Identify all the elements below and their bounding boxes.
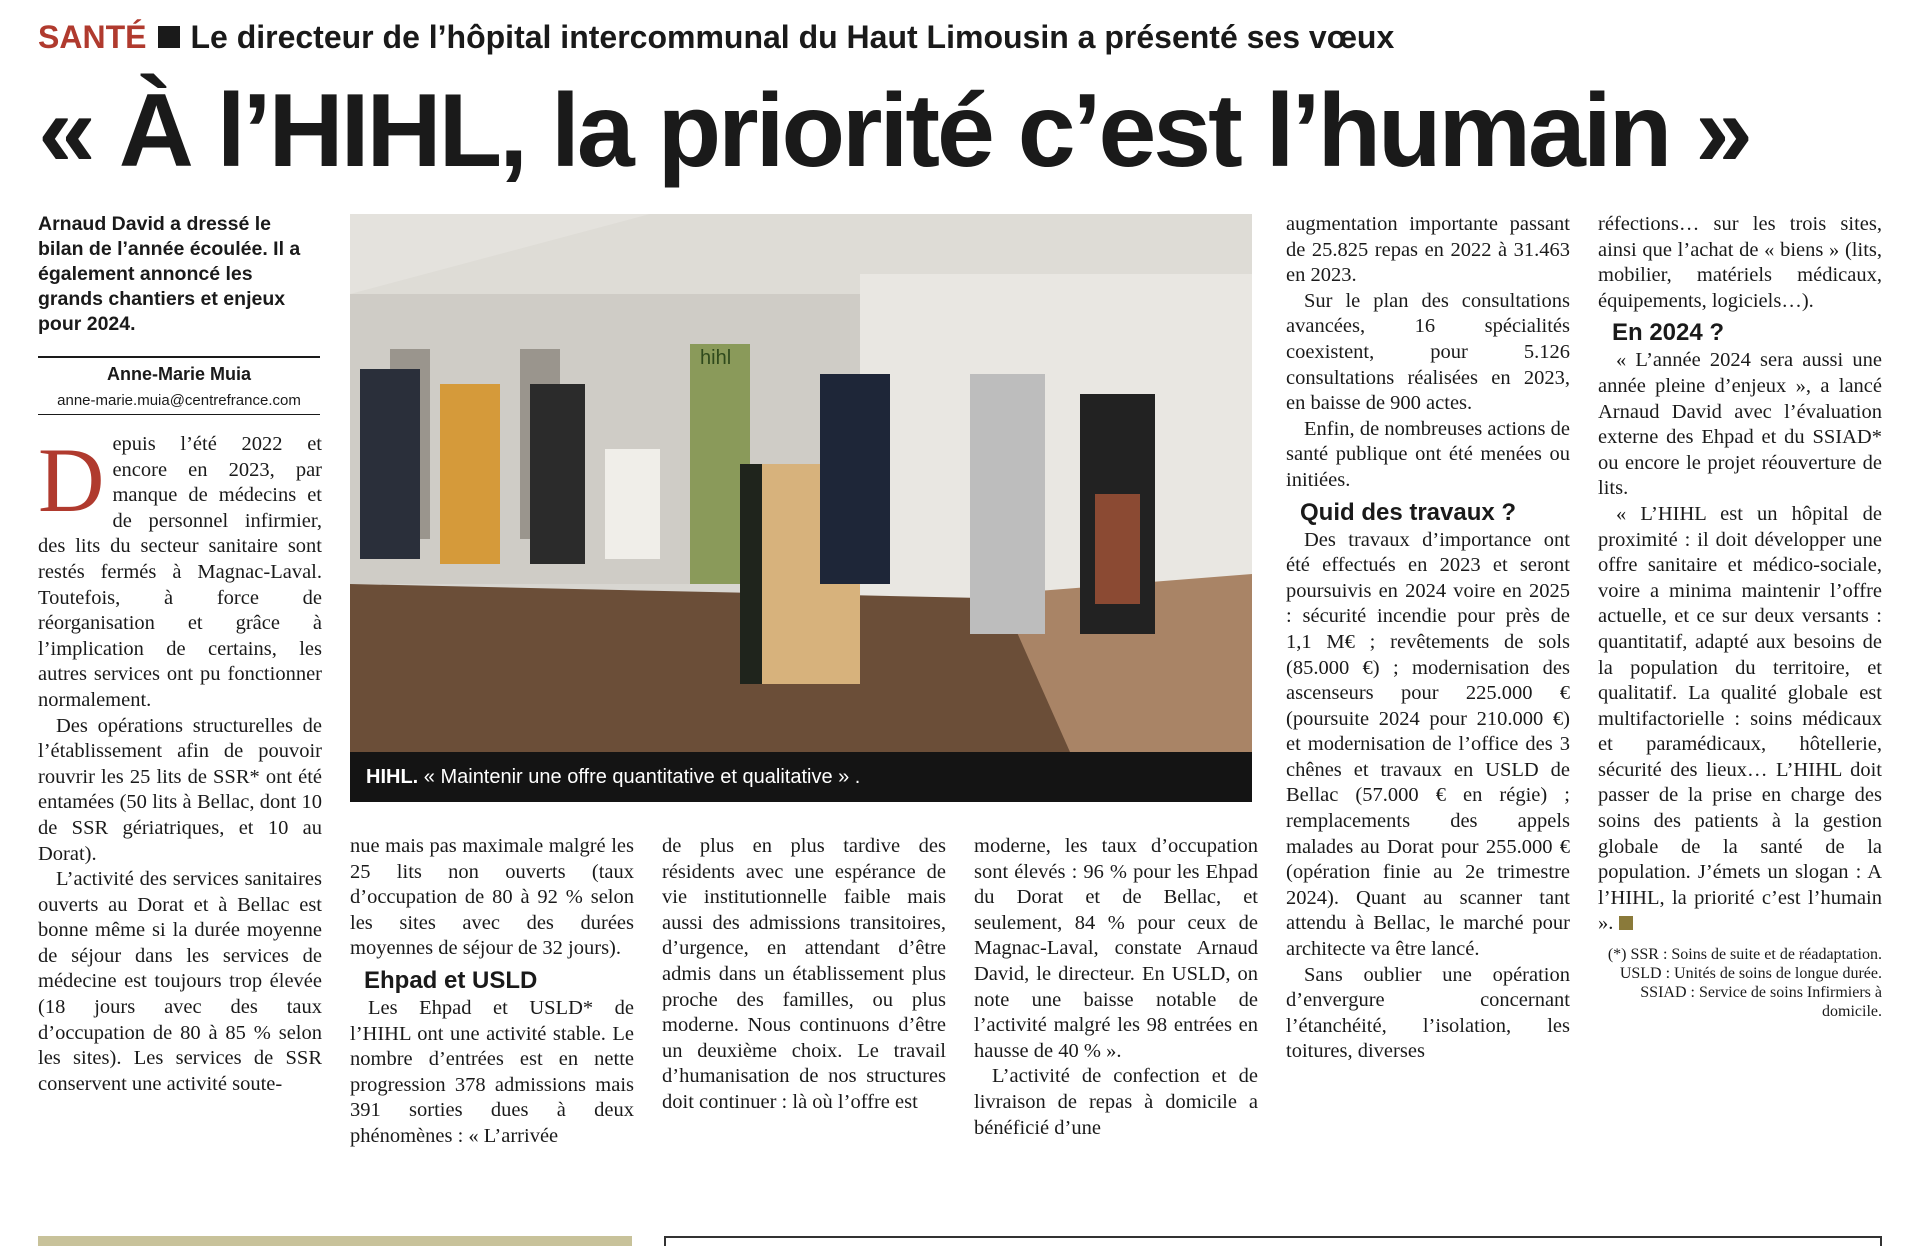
subhead-travaux: Quid des travaux ? — [1300, 498, 1517, 526]
paragraph: Des opérations structurelles de l’établissement afin de pouvoir rouvrir les 25 lits de SSR* ont été entamées (50 lits à Bellac, dont 10 de SSR gériatriques, et 10 au Dorat). — [38, 714, 322, 865]
paragraph: L’activité de confection et de livraison de repas à domicile a bénéficié d’une — [974, 1065, 1258, 1139]
quote-text: « L’HIHL est un hôpital de proximité : il doit développer une offre sanitaire et médico-sociale, voire a minima maintenir l’offre actuelle, et ce sur deux versants : quantitatif, adapté aux besoins de la population du territoire, et qualitatif. La qualité globale est multifactorielle : soins médicaux et paramédicaux, hôtellerie, sécurité des lieux… L’HIHL doit passer de la prise en charge des soins des patients à la gestion globale de la santé de la population. J’émets un slogan : A l’HIHL, la priorité c’est l’humain ». — [1598, 502, 1882, 935]
author-email[interactable]: anne-marie.muia@centrefrance.com — [57, 392, 301, 409]
end-of-article-mark-icon — [1619, 916, 1633, 930]
paragraph: « L’année 2024 sera aussi une année pleine d’enjeux », a lancé Arnaud David avec l’évaluation externe des Ehpad et du SSIAD* ou encore le projet réouverture de lits. — [1598, 349, 1882, 500]
paragraph-intro-text: epuis l’été 2022 et encore en 2023, par manque de médecins et de personnel infirmier, des lits du secteur sanitaire sont restés fermés à Magnac-Laval. Toutefois, à force de réorganisation et grâce à l’implication de certains, les autres services ont pu fonctionner normalement. — [38, 433, 322, 711]
column-1 — [38, 429, 322, 1097]
paragraph: de plus en plus tardive des résidents avec une espérance de vie institutionnelle faible mais aussi des admissions transitoires, d’urgence, en attendant d’être admis dans un établissement plus proche des familles, ou plus moderne. Nous continuons d’être un deuxième choix. Le travail d’humanisation de nos structures doit continuer : là où l’offre est — [662, 835, 946, 1113]
standfirst: Arnaud David a dressé le bilan de l’année écoulée. Il a également annoncé les grands chantiers et enjeux pour 2024. — [38, 213, 301, 335]
paragraph: Enfin, de nombreuses actions de santé publique ont été menées ou initiées. — [1286, 417, 1570, 491]
byline-rule-top — [38, 356, 320, 358]
paragraph: Sans oublier une opération d’envergure concernant l’étanchéité, l’isolation, les toitures, diverses — [1286, 963, 1570, 1063]
paragraph: Les Ehpad et USLD* de l’HIHL ont une activité stable. Le nombre d’entrées est en nette progression 378 admissions mais 391 sorties dues à deux phénomènes : « L’arrivée — [350, 996, 634, 1147]
photo-illustration — [350, 214, 1252, 752]
banner-logo: hihl — [700, 347, 732, 369]
paragraph: moderne, les taux d’occupation sont élevés : 96 % pour les Ehpad du Dorat et de Bellac, et seulement, 84 % pour ceux de Magnac-Laval, constate Arnaud David, le directeur. En USLD, on note une baisse notable de l’activité malgré les 98 entrées en hausse de 40 % ». — [974, 835, 1258, 1062]
paragraph: Sur le plan des consultations avancées, 16 spécialités coexistent, pour 5.126 consultations réalisées en 2023, en baisse de 900 actes. — [1286, 289, 1570, 415]
footnote: (*) SSR : Soins de suite et de réadaptation. USLD : Unités de soins de longue durée. SSIAD : Service de soins Infirmiers à domicile. — [1607, 946, 1882, 1021]
kicker-text: Le directeur de l’hôpital intercommunal du Haut Limousin a présenté ses vœux — [190, 19, 1395, 55]
next-article-band-right — [664, 1236, 1882, 1246]
paragraph: nue mais pas maximale malgré les 25 lits non ouverts (taux d’occupation de 80 à 92 % selon les sites avec des durées moyennes de séjour de 32 jours). — [350, 835, 634, 960]
square-bullet-icon — [158, 26, 180, 48]
photo-caption — [350, 752, 1252, 802]
article-photo — [350, 214, 1252, 752]
paragraph-intro — [38, 429, 322, 714]
column-2 — [350, 834, 634, 1150]
caption-text: « Maintenir une offre quantitative et qualitative » . — [423, 766, 861, 788]
byline-rule-bottom — [38, 414, 320, 415]
headline: « À l’HIHL, la priorité c’est l’humain » — [38, 73, 1750, 189]
quote-paragraph — [1598, 502, 1882, 937]
column-4 — [974, 834, 1258, 1141]
next-article-band-left — [38, 1236, 632, 1246]
kicker — [38, 14, 1878, 60]
paragraph: augmentation importante passant de 25.825 repas en 2022 à 31.463 en 2023. — [1286, 213, 1570, 287]
paragraph: Des travaux d’importance ont été effectués en 2023 et seront poursuivis en 2024 voire en 2025 : sécurité incendie pour près de 1,1 M€ ; revêtements de sols (85.000 €) ; modernisation des ascenseurs pour 225.000 € (poursuite 2024 pour 210.000 €) et modernisation de l’office des 3 chênes et travaux en USLD de Bellac (57.000 € en régie) ; remplacements des appels malades au Dorat pour 255.000 € (opération finie au 2e trimestre 2024). Quant au scanner tant attendu à Bellac, le marché pour architecte va être lancé. — [1286, 528, 1570, 961]
subhead-2024: En 2024 ? — [1612, 319, 1725, 347]
column-6 — [1598, 212, 1882, 1021]
column-3 — [662, 834, 946, 1116]
drop-cap: D — [38, 429, 105, 531]
paragraph: L’activité des services sanitaires ouverts au Dorat et à Bellac est bonne même si la durée moyenne de séjour dans les services de médecine est toujours trop élevée (18 jours avec des taux d’occupation de 80 à 85 % selon les sites). Les services de SSR conservent une activité soute- — [38, 868, 322, 1095]
paragraph: réfections… sur les trois sites, ainsi que l’achat de « biens » (lits, mobilier, matériels médicaux, équipements, logiciels…). — [1598, 213, 1882, 312]
subhead-ehpad-usld: Ehpad et USLD — [364, 966, 538, 994]
column-5 — [1286, 212, 1570, 1065]
caption-label: HIHL. — [366, 766, 419, 788]
section-label: SANTÉ — [38, 19, 147, 55]
author-name: Anne-Marie Muia — [106, 364, 252, 384]
